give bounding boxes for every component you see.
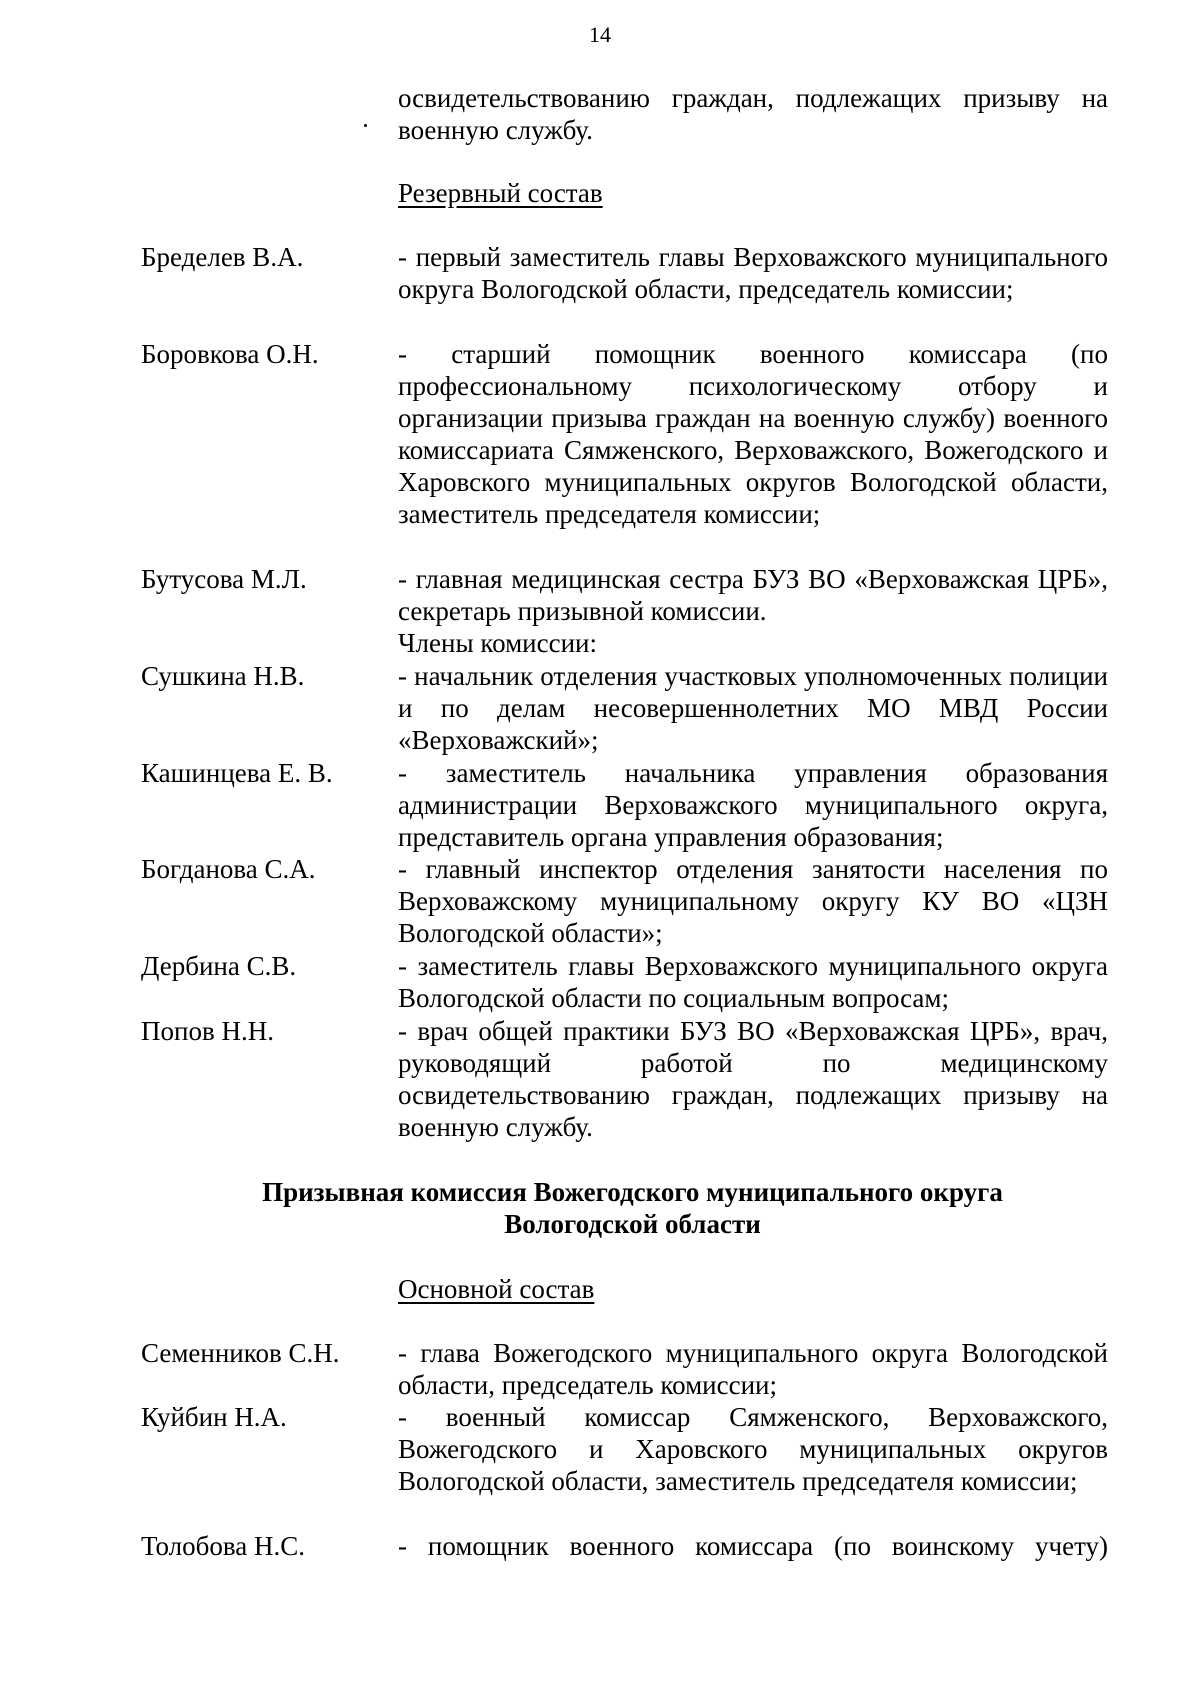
member-name: Толобова Н.С. [141, 1531, 305, 1561]
member-name: Попов Н.Н. [141, 1016, 274, 1046]
member-role: - заместитель начальника управления образования администрации Верховажского муниципального округа, представитель органа управления образования; [398, 758, 1108, 852]
member-role: - помощник военного комиссара (по воинскому учету) [398, 1531, 1108, 1561]
member-role: - глава Вожегодского муниципального округа Вологодской области, председатель комиссии; [398, 1338, 1108, 1400]
member-role: - военный комиссар Сямженского, Верховажского, Вожегодского и Харовского муниципальных округов Вологодской области, заместитель председателя комиссии; [398, 1402, 1108, 1496]
intro-continuation: освидетельствованию граждан, подлежащих призыву на военную службу. [398, 83, 1108, 145]
member-name: Сушкина Н.В. [141, 661, 305, 691]
member-role: - старший помощник военного комиссара (по профессиональному психологическому отбору и организации призыва граждан на военную службу) военного комиссариата Сямженского, Верховажского, Вожегодского и Харовского муниципальных округов Вологодской области, заместитель председателя комиссии; [398, 339, 1108, 529]
member-role: - заместитель главы Верховажского муниципального округа Вологодской области по социальным вопросам; [398, 951, 1108, 1013]
member-name: Бутусова М.Л. [141, 564, 307, 594]
member-name: Куйбин Н.А. [141, 1402, 287, 1432]
main-heading: Основной состав [398, 1274, 595, 1304]
member-name: Дербина С.В. [141, 951, 297, 981]
members-subheading: Члены комиссии: [398, 628, 597, 658]
section-title-line2: Вологодской области [504, 1209, 761, 1239]
member-name: Бределев В.А. [141, 242, 304, 272]
member-role: - главная медицинская сестра БУЗ ВО «Верховажская ЦРБ», секретарь призывной комиссии. [398, 564, 1108, 626]
member-role: - начальник отделения участковых уполномоченных полиции и по делам несовершеннолетних МО МВД России «Верховажский»; [398, 661, 1108, 755]
member-role: - первый заместитель главы Верховажского муниципального округа Вологодской области, председатель комиссии; [398, 242, 1108, 304]
page-number: 14 [589, 22, 611, 47]
scan-dot [364, 124, 367, 127]
member-role: - врач общей практики БУЗ ВО «Верховажская ЦРБ», врач, руководящий работой по медицинскому освидетельствованию граждан, подлежащих призыву на военную службу. [398, 1016, 1108, 1142]
member-name: Боровкова О.Н. [141, 339, 319, 369]
member-role: - главный инспектор отделения занятости населения по Верховажскому муниципальному округу КУ ВО «ЦЗН Вологодской области»; [398, 854, 1108, 948]
reserve-heading: Резервный состав [398, 178, 603, 208]
member-name: Богданова С.А. [141, 854, 316, 884]
member-name: Семенников С.Н. [141, 1338, 340, 1368]
section-title-line1: Призывная комиссия Вожегодского муниципального округа [262, 1177, 1003, 1207]
member-name: Кашинцева Е. В. [141, 758, 333, 788]
